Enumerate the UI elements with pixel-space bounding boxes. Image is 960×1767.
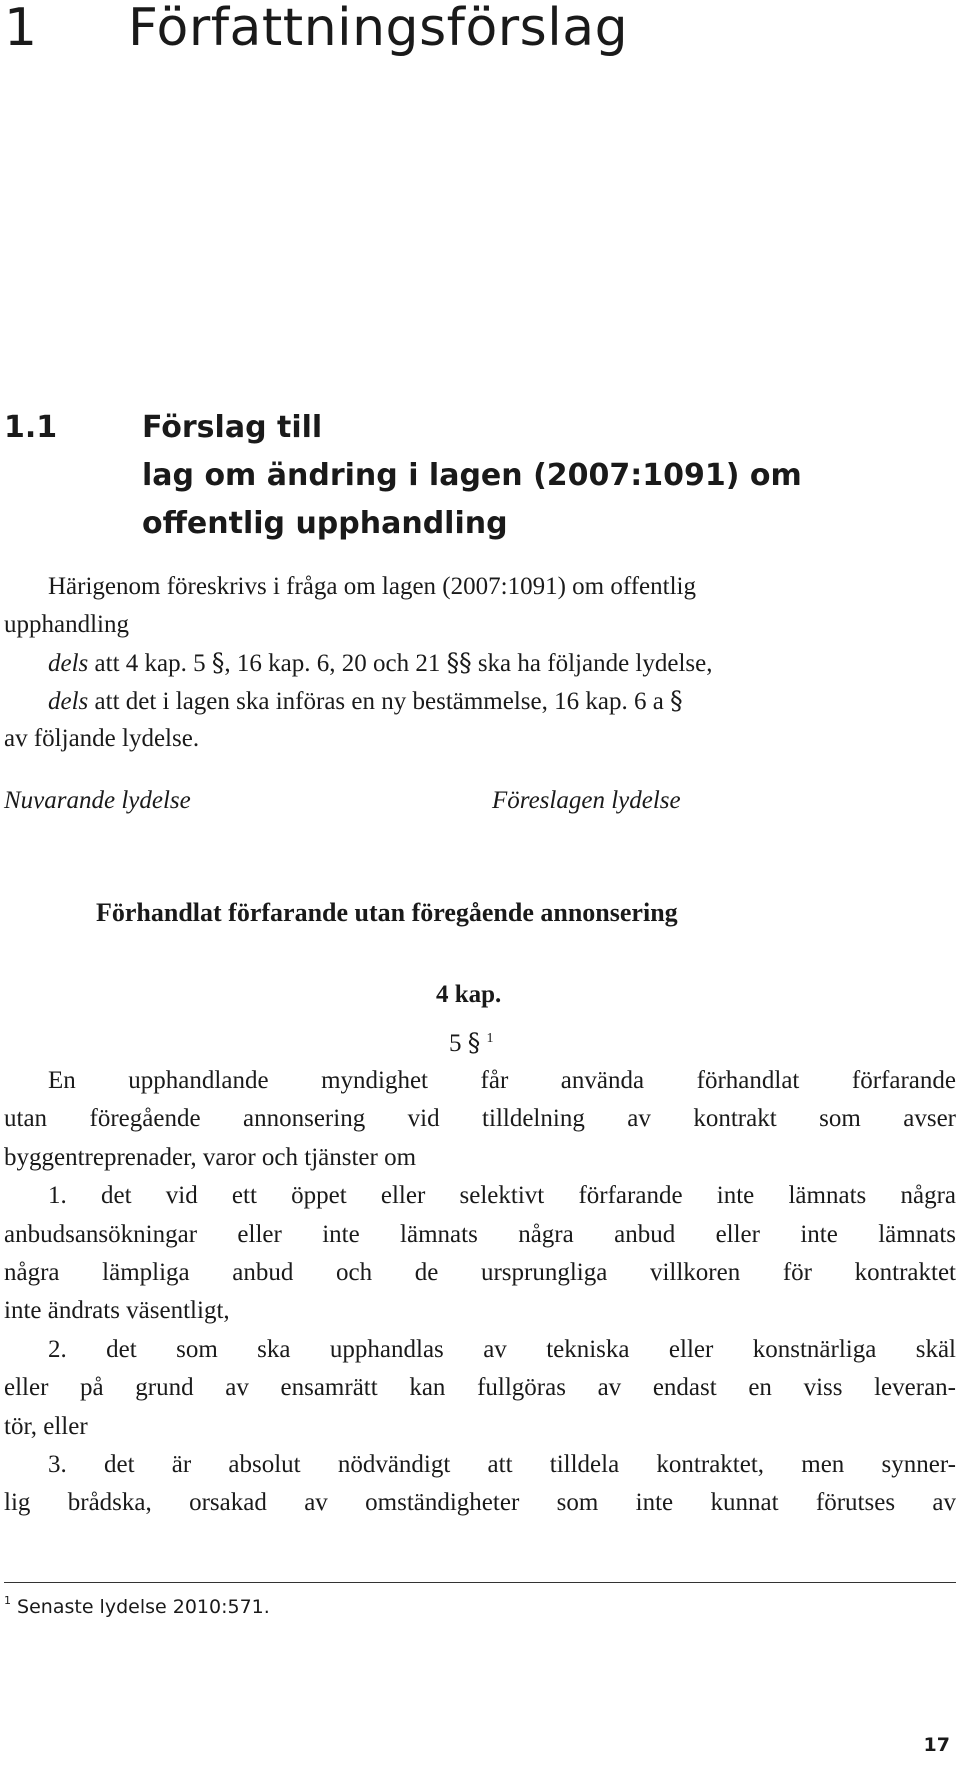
body-line-2: utan föregående annonsering vid tilldelning av kontrakt som avser [4,1105,956,1133]
subheading: Förhandlat förfarande utan föregående annonsering [96,898,678,927]
statute-body [4,1062,956,1523]
column-current-wording: Nuvarande lydelse [4,787,191,814]
body-line-12: lig brådska, orsakad av omständigheter som inte kunnat förutses av [4,1489,956,1517]
footnote-marker: 1 [4,1594,11,1607]
section-symbol-double: §§ [446,648,472,677]
column-proposed-wording: Föreslagen lydelse [492,787,681,814]
footnote-divider [4,1582,956,1583]
dels-italic-1: dels [48,650,89,677]
section-symbol: § [467,1028,481,1057]
body-line-4: 1. det vid ett öppet eller selektivt förfarande inte lämnats några [48,1182,956,1210]
body-line-11: 3. det är absolut nödvändigt att tilldela kontraktet, men synner- [48,1450,956,1478]
intro-line-1: Härigenom föreskrivs i fråga om lagen (2007:1091) om offentlig [48,573,696,600]
chapter-title: Författningsförslag [128,0,629,58]
footnote [4,1596,270,1618]
chapter-label: 4 kap. [436,981,502,1008]
chapter-heading [4,0,628,57]
body-line-1: En upphandlande myndighet får använda förhandlat förfarande [48,1067,956,1094]
footnote-text: Senaste lydelse 2010:571. [11,1596,270,1618]
section-title-line-2: lag om ändring i lagen (2007:1091) om [142,458,802,493]
intro-line-5: av följande lydelse. [4,725,200,752]
body-line-6: några lämpliga anbud och de ursprungliga villkoren för kontraktet [4,1258,956,1286]
intro-line-4: dels att det i lagen ska införas en ny bestämmelse, 16 kap. 6 a § [48,686,683,715]
body-line-5: anbudsansökningar eller inte lämnats några anbud eller inte lämnats [4,1220,956,1248]
body-line-9: eller på grund av ensamrätt kan fullgöras av endast en viss leveran- [4,1374,956,1402]
body-line-8: 2. det som ska upphandlas av tekniska eller konstnärliga skäl [48,1335,956,1363]
section-symbol: § [211,648,225,677]
intro-line-3: dels att 4 kap. 5 §, 16 kap. 6, 20 och 21 §§ ska ha följande lydelse, [48,648,713,677]
section-number: 1.1 [4,410,58,445]
body-line-3: byggentreprenader, varor och tjänster om [4,1143,417,1171]
section-heading [4,404,904,554]
dels-italic-2: dels [48,688,89,715]
section-symbol: § [670,686,683,715]
section-title-line-1: Förslag till [142,410,323,445]
intro-paragraph [4,568,712,758]
paragraph-label: 5 § $^1$ [449,1028,494,1057]
page-number: 17 [923,1734,950,1756]
footnote-reference: 1 [486,1031,494,1046]
section-title-line-3: offentlig upphandling [142,506,508,541]
body-line-7: inte ändrats väsentligt, [4,1297,230,1325]
intro-line-2: upphandling [4,611,129,638]
body-line-10: tör, eller [4,1412,88,1440]
chapter-number: 1 [4,0,38,58]
